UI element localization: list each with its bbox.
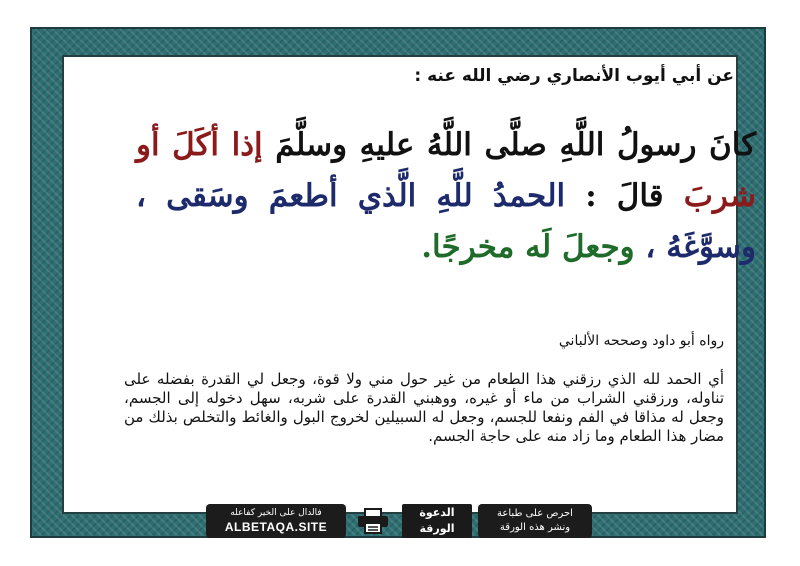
hadith-part-2: إذا أكَلَ أو شربَ [136, 127, 756, 214]
logo-line-2: الورقة [419, 522, 455, 535]
print-badge [478, 504, 592, 538]
footer-bar [206, 504, 592, 540]
albetaqa-logo [402, 504, 472, 538]
site-badge[interactable] [206, 504, 346, 538]
print-line-2: ونشر هذه الورقة [499, 522, 571, 533]
hadith-part-1: كانَ رسولُ اللَّهِ صلَّى اللَّهُ عليهِ وسلَّمَ [275, 127, 756, 163]
hadith-source: رواه أبو داود وصححه الألباني [558, 333, 724, 349]
hadith-part-5: وجعلَ لَه مخرجًا. [421, 229, 635, 265]
hadith-part-4: الحمدُ للَّهِ الَّذي أطعمَ وسَقى ، وسوَّغَهُ ، [136, 178, 756, 265]
site-tagline: فالدال على الخير كفاعله [230, 508, 322, 518]
narrator-line: عن أبي أيوب الأنصاري رضي الله عنه : [414, 66, 734, 86]
print-line-1: احرص على طباعة [497, 508, 573, 519]
hadith-part-3: قالَ : [585, 178, 664, 214]
explanation-paragraph: أي الحمد لله الذي رزقني هذا الطعام من غير حول مني ولا قوة، وجعل لي القدرة بفضله على تناوله، ورزقني الشراب من ماء أو غيره، ووهبني القدرة على شربه، سهل دخوله إلى الجسم، وجعل له مذاقا في الفم ونفعا للجسم، وجعل له السبيلين لخروج البول والغائط والتخلص بذلك من مضار هذا الطعام وما زاد منه على حاجة الجسم. [124, 370, 724, 445]
hadith-text [136, 120, 756, 273]
site-url[interactable]: ALBETAQA.SITE [224, 520, 328, 534]
logo-line-1: الدعوة [419, 506, 455, 519]
printer-icon [356, 508, 390, 534]
